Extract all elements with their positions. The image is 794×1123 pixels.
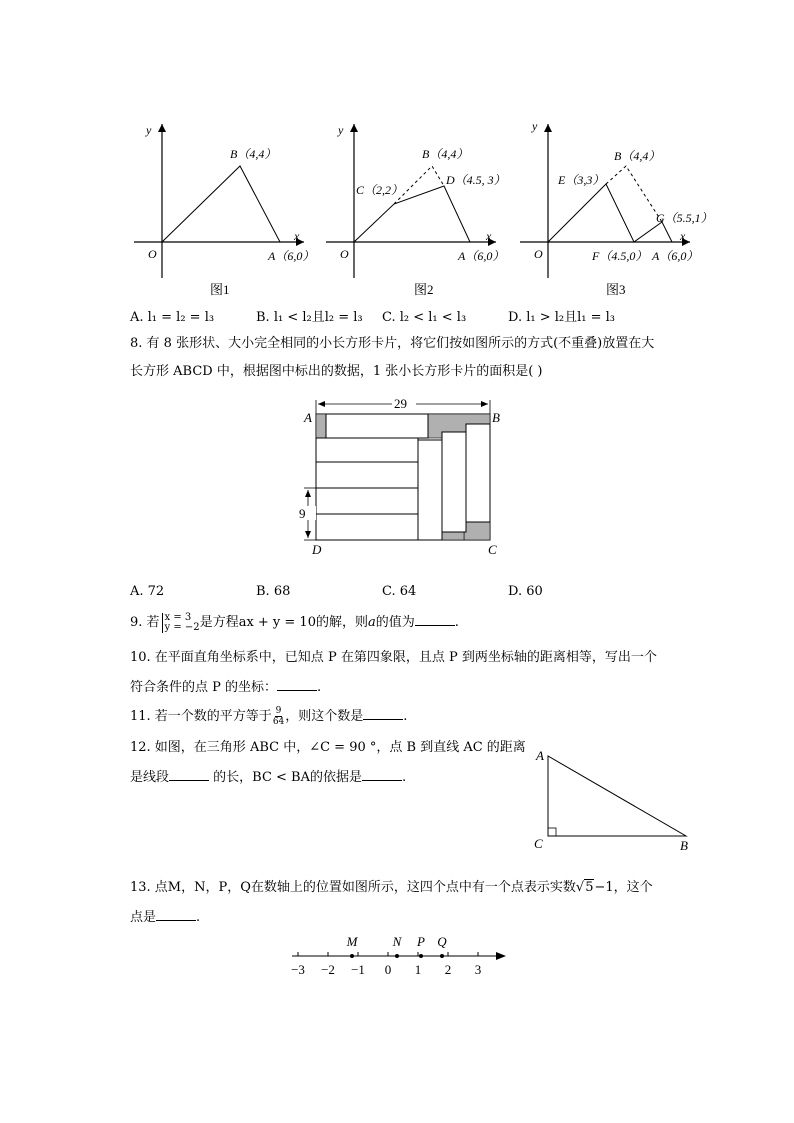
q8-option-a: A. 72 [130,584,165,599]
fig3-point-g: G（5.5,1） [656,211,713,225]
fig3-y-label: y [532,119,538,133]
number-line-point-label: P [417,934,425,949]
q7-option-b: B. l₁ < l₂且l₂ = l₃ [256,310,363,325]
fig3-point-f: F（4.5,0） [592,249,648,263]
q7-figure-3 [514,118,724,298]
q7-figure-2 [320,118,516,298]
q9-system [162,613,200,633]
fig2-x-label: x [486,229,492,243]
q12-label-b: B [680,838,688,853]
q8-option-c: C. 64 [382,584,417,599]
q9-mid: 是方程ax + y = 10的解，则 [199,615,368,630]
number-line-tick-label: −1 [351,962,365,977]
q11-den: 64 [272,717,285,727]
q11-num: 9 [275,706,282,716]
q13-radicand: 5 [585,880,594,895]
sqrt-icon: √ [575,880,585,895]
fig1-origin: O [148,247,157,261]
q12-blank-2[interactable] [362,768,402,781]
q12-label-c: C [534,836,543,851]
fig2-point-c: C（2,2） [356,183,404,197]
fig3-origin: O [534,247,543,261]
q7-option-c: C. l₂ < l₁ < l₃ [382,310,467,325]
q11-prefix: 11. 若一个数的平方等于 [130,709,272,724]
number-line-point-m [350,954,354,958]
number-line-point-label: Q [437,934,447,949]
q11-question [130,706,407,728]
fig2-point-d: D（4.5, 3） [446,173,506,187]
q9-prefix: 9. 若 [130,615,160,630]
q9-suffix: 的值为 [375,615,415,630]
number-line-point-q [440,954,444,958]
fig3-point-e: E（3,3） [558,173,605,187]
q11-fraction [273,706,284,727]
q8-label-d: D [312,542,322,557]
number-line-tick-label: 2 [444,962,452,977]
q8-label-a: A [304,410,312,425]
number-line-point-label: M [346,934,358,949]
q8-height-label: 9 [299,506,306,521]
number-line-point-n [395,954,399,958]
fig3-x-label: x [680,229,686,243]
q9-answer-blank[interactable] [415,613,455,626]
fig1-point-a: A（6,0） [268,249,315,263]
q9-question [130,612,459,634]
fig1-x-label: x [294,229,300,243]
q9-sys2: y = −2 [164,621,200,633]
q9-end: . [454,615,459,630]
q8-option-d: D. 60 [508,584,543,599]
q7-option-d: D. l₁ > l₂且l₁ = l₃ [508,310,616,325]
q12-end: . [402,770,407,785]
q12-label-a: A [536,748,544,763]
fig2-caption: 图2 [414,282,434,297]
q10-line1: 10. 在平面直角坐标系中，已知点 P 在第四象限，且点 P 到两坐标轴的距离相等，写出一个 [130,650,657,665]
q8-label-c: C [488,542,497,557]
fig2-y-label: y [338,123,344,137]
number-line-tick-label: 0 [384,962,392,977]
fig2-origin: O [340,247,349,261]
q10-answer-blank[interactable] [277,678,317,691]
q13-suffix: ，这个 [613,880,653,895]
fig3-point-a: A（6,0） [652,249,699,263]
fig3-point-b: B（4,4） [614,149,661,163]
q10-end: . [317,680,322,695]
q9-sys1: x = 3 [164,611,192,623]
q8-line1: 8. 有 8 张形状、大小完全相同的小长方形卡片，将它们按如图所示的方式(不重叠)放置在大 [130,336,655,351]
q12-blank-1[interactable] [169,768,209,781]
q8-rectangle-figure [290,394,510,560]
fig1-point-b: B（4,4） [230,147,277,161]
q8-option-b: B. 68 [256,584,291,599]
q13-line2 [130,908,200,926]
q13-answer-blank[interactable] [156,908,196,921]
q12-line2b: 的长，BC < BA的依据是 [209,770,362,785]
q10-line2 [130,678,321,696]
number-line-tick-label: −2 [321,962,335,977]
q8-label-b: B [492,410,500,425]
q9-var: a [367,615,376,630]
q7-figure-1 [128,118,315,298]
number-line-tick-label: −3 [291,962,305,977]
fig1-y-label: y [146,123,152,137]
q13-number-line [284,930,514,982]
q12-line2 [130,768,406,786]
number-line-tick-label: 1 [414,962,422,977]
fig2-point-a: A（6,0） [458,249,505,263]
q12-line2a: 是线段 [130,770,170,785]
q13-prefix: 13. 点M，N，P，Q在数轴上的位置如图所示，这四个点中有一个点表示实数 [130,880,576,895]
q7-option-a: A. l₁ = l₂ = l₃ [130,310,215,325]
q11-answer-blank[interactable] [363,707,403,720]
fig3-caption: 图3 [606,282,626,297]
q13-line1 [130,880,653,896]
q13-end: . [196,910,201,925]
q13-minus: −1 [594,880,614,895]
fig2-point-b: B（4,4） [422,147,469,161]
q10-line2-text: 符合条件的点 P 的坐标： [130,680,278,695]
fig1-caption: 图1 [210,282,230,297]
q11-suffix: ，则这个数是 [285,709,364,724]
q12-triangle-figure [530,742,700,858]
q8-line2: 长方形 ABCD 中，根据图中标出的数据，1 张小长方形卡片的面积是( ) [130,364,543,379]
number-line-tick-label: 3 [474,962,482,977]
number-line-point-p [419,954,423,958]
q11-end: . [403,709,408,724]
number-line-point-label: N [392,934,402,949]
q12-line1: 12. 如图，在三角形 ABC 中，∠C = 90 °，点 B 到直线 AC 的距离 [130,740,526,755]
q8-width-label: 29 [394,396,407,411]
q13-line2-text: 点是 [130,910,157,925]
